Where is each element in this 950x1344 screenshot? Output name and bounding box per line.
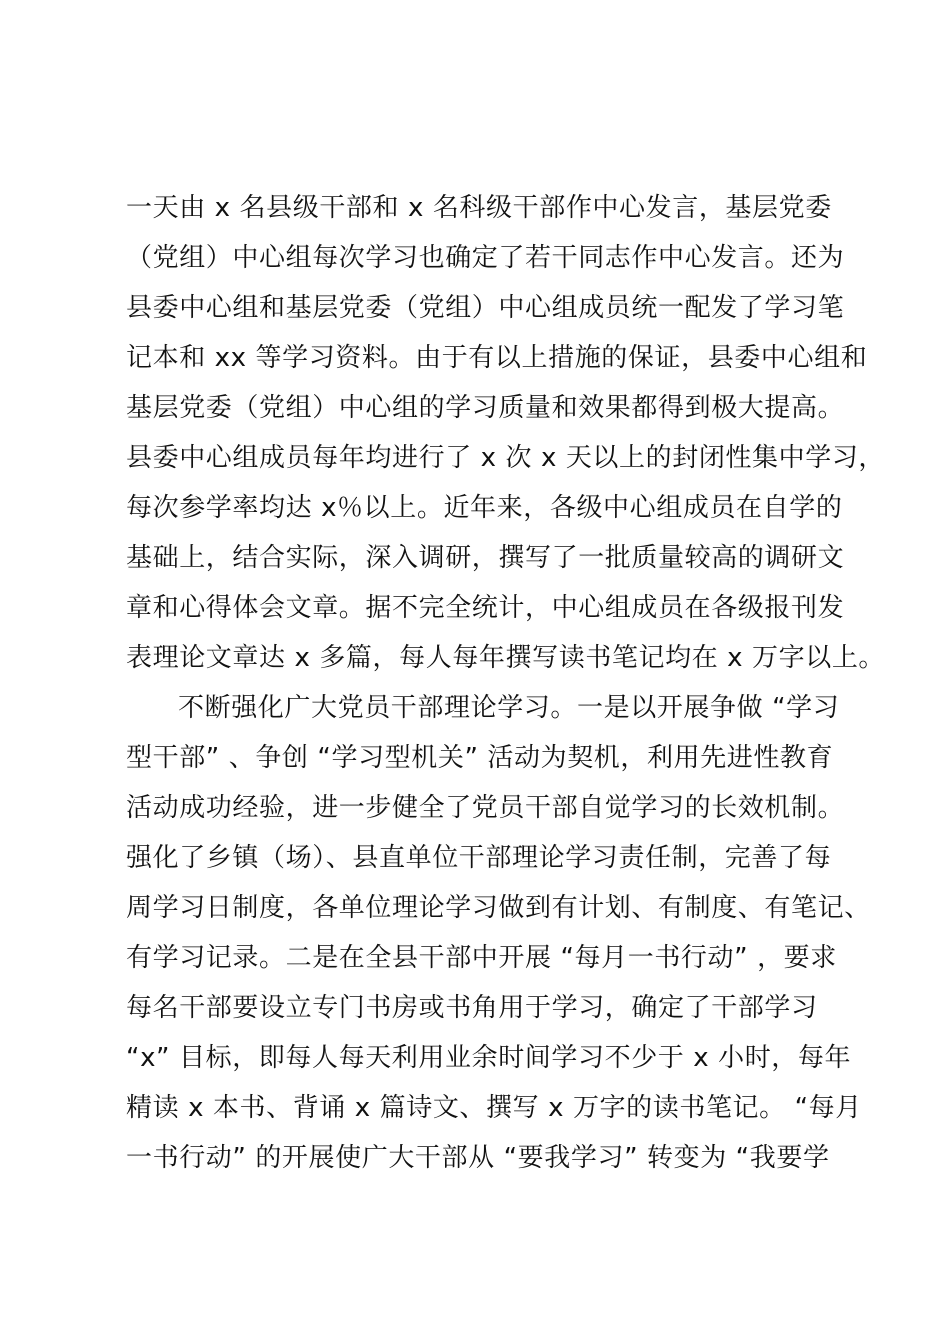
text-line: 强化了乡镇（场）、县直单位干部理论学习责任制，完善了每 xyxy=(126,843,832,873)
text-line: 县委中心组和基层党委（党组）中心组成员统一配发了学习笔 xyxy=(126,293,845,323)
text-line: 一书行动” 的开展使广大干部从 “要我学习” 转变为 “我要学 xyxy=(126,1143,830,1173)
text-line: “x” 目标，即每人每天利用业余时间学习不少于 x 小时，每年 xyxy=(126,1043,852,1073)
text-line: （党组）中心组每次学习也确定了若干同志作中心发言。还为 xyxy=(126,243,845,273)
text-line: 基层党委（党组）中心组的学习质量和效果都得到极大提高。 xyxy=(126,393,845,423)
paragraph-start-line: 不断强化广大党员干部理论学习。一是以开展争做 “学习 xyxy=(178,693,840,723)
text-line: 每次参学率均达 x％以上。近年来，各级中心组成员在自学的 xyxy=(126,493,843,523)
text-line: 章和心得体会文章。据不完全统计，中心组成员在各级报刊发 xyxy=(126,593,845,623)
text-line: 基础上，结合实际，深入调研，撰写了一批质量较高的调研文 xyxy=(126,543,845,573)
text-line: 表理论文章达 x 多篇，每人每年撰写读书笔记均在 x 万字以上。 xyxy=(126,643,886,673)
text-line: 活动成功经验，进一步健全了党员干部自觉学习的长效机制。 xyxy=(126,793,845,823)
text-line: 精读 x 本书、背诵 x 篇诗文、撰写 x 万字的读书笔记。 “每月 xyxy=(126,1093,862,1123)
text-line: 每名干部要设立专门书房或书角用于学习，确定了干部学习 xyxy=(126,993,818,1023)
text-line: 型干部” 、争创 “学习型机关” 活动为契机，利用先进性教育 xyxy=(126,743,834,773)
text-line: 周学习日制度，各单位理论学习做到有计划、有制度、有笔记、 xyxy=(126,893,871,923)
text-line: 县委中心组成员每年均进行了 x 次 x 天以上的封闭性集中学习， xyxy=(126,443,886,473)
text-line: 一天由 x 名县级干部和 x 名科级干部作中心发言，基层党委 xyxy=(126,193,832,223)
document-body xyxy=(126,183,886,1183)
text-line: 记本和 xx 等学习资料。由于有以上措施的保证，县委中心组和 xyxy=(126,343,868,373)
text-line: 有学习记录。二是在全县干部中开展 “每月一书行动” ，要求 xyxy=(126,943,837,973)
